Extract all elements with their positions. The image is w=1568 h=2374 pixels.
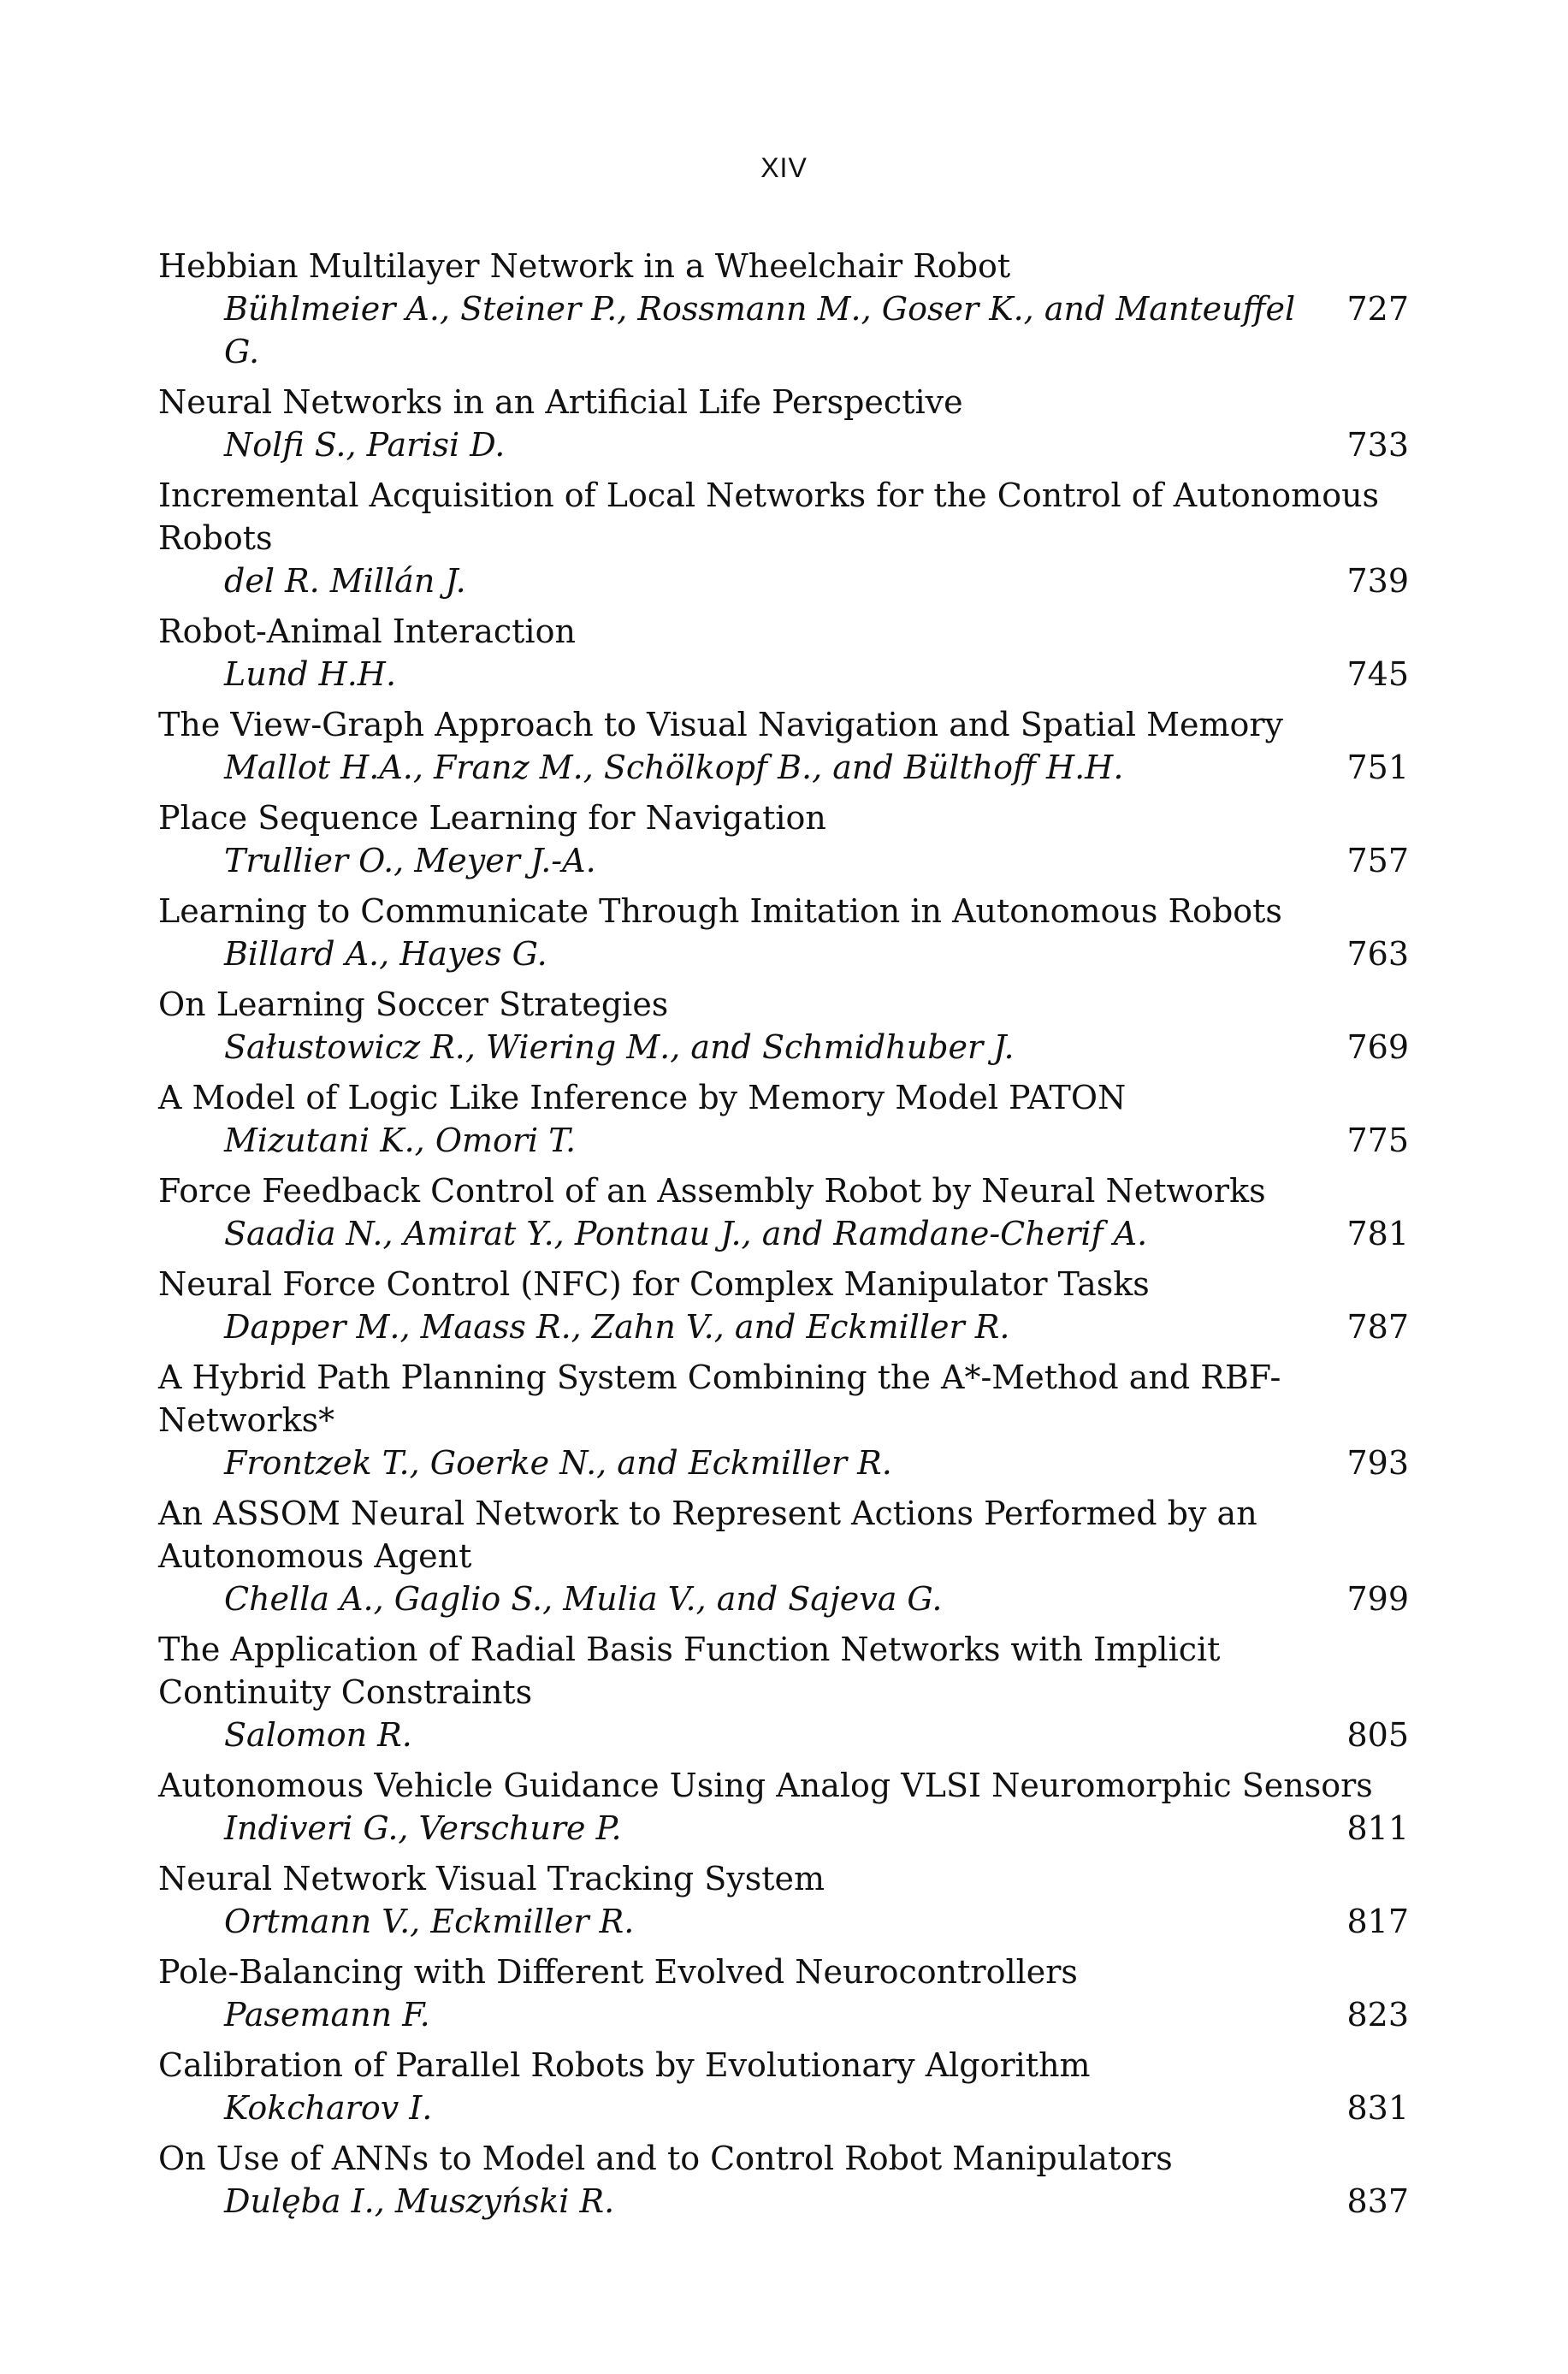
entry-authors: Trullier O., Meyer J.-A. [224,842,596,879]
toc-entry [158,1169,1409,1255]
toc-entry [158,474,1409,602]
author-row [158,1026,1409,1069]
author-row [158,1807,1409,1850]
entry-page-number: 787 [1346,1308,1409,1346]
entry-title [158,1076,1409,1119]
entry-page-number: 817 [1346,1903,1409,1940]
entry-page-number: 769 [1346,1028,1409,1066]
entry-title [158,245,1409,287]
author-row [158,559,1409,602]
entry-title [158,2137,1409,2180]
entry-title [158,890,1409,932]
entry-page-number: 745 [1346,655,1409,693]
entry-page-number: 775 [1346,1122,1409,1159]
entry-page-number: 751 [1346,749,1409,786]
toc-entry [158,1263,1409,1348]
author-row [158,1442,1409,1484]
entry-title [158,2044,1409,2087]
entry-title-line: Neural Force Control (NFC) for Complex Manipulator Tasks [158,1265,1150,1303]
entry-title-line: An ASSOM Neural Network to Represent Actions Performed by an [158,1495,1257,1532]
author-row [158,653,1409,696]
entry-authors: Chella A., Gaglio S., Mulia V., and Sajeva G. [224,1580,943,1618]
entry-page-number: 805 [1346,1716,1409,1754]
entry-authors: Dapper M., Maass R., Zahn V., and Eckmiller R. [224,1308,1010,1346]
entry-title-line: Autonomous Vehicle Guidance Using Analog VLSI Neuromorphic Sensors [158,1767,1373,1804]
entry-title-line: Autonomous Agent [158,1537,472,1575]
author-row [158,423,1409,466]
entry-title [158,983,1409,1026]
entry-page-number: 733 [1346,426,1409,464]
entry-title-line: Pole-Balancing with Different Evolved Neurocontrollers [158,1953,1078,1991]
entry-title-line: A Hybrid Path Planning System Combining the A*-Method and RBF-Networks* [158,1359,1281,1439]
entry-page-number: 763 [1346,935,1409,973]
author-row [158,1119,1409,1162]
entry-title-line: Force Feedback Control of an Assembly Robot by Neural Networks [158,1172,1266,1210]
entry-title [158,1857,1409,1900]
entry-title [158,1764,1409,1807]
entry-title [158,1628,1409,1714]
entry-authors: Mizutani K., Omori T. [224,1122,577,1159]
entry-title [158,474,1409,559]
entry-page-number: 811 [1346,1809,1409,1847]
entry-page-number: 831 [1346,2089,1409,2127]
entry-authors: Kokcharov I. [224,2089,433,2127]
toc-entry [158,1857,1409,1943]
toc-entry [158,1764,1409,1850]
entry-page-number: 739 [1346,562,1409,600]
entry-page-number: 823 [1346,1996,1409,2034]
toc-entry [158,2137,1409,2223]
toc-entry [158,796,1409,882]
entry-title-line: Incremental Acquisition of Local Networks for the Control of Autonomous Robots [158,477,1380,557]
entry-title-line: Calibration of Parallel Robots by Evolutionary Algorithm [158,2046,1091,2084]
entry-title-line: Continuity Constraints [158,1673,533,1711]
entry-page-number: 727 [1346,290,1409,328]
author-row [158,1714,1409,1756]
author-row [158,1305,1409,1348]
entry-authors: Bühlmeier A., Steiner P., Rossmann M., Goser K., and Manteuffel G. [224,290,1296,370]
entry-title-line: Neural Network Visual Tracking System [158,1860,825,1897]
entry-title-line: Robot-Animal Interaction [158,613,576,650]
entry-title [158,610,1409,653]
toc-entry [158,610,1409,696]
entry-title-line: Learning to Communicate Through Imitation in Autonomous Robots [158,892,1282,930]
entry-title [158,1169,1409,1212]
entry-title-line: A Model of Logic Like Inference by Memory Model PATON [158,1079,1127,1116]
entry-authors: Salomon R. [224,1716,412,1754]
toc-entry [158,1356,1409,1484]
entry-title-line: The View-Graph Approach to Visual Navigation and Spatial Memory [158,706,1284,743]
entry-authors: Sałustowicz R., Wiering M., and Schmidhuber J. [224,1028,1015,1066]
author-row [158,1900,1409,1943]
entry-authors: Pasemann F. [224,1996,430,2034]
author-row [158,1993,1409,2036]
entry-authors: Billard A., Hayes G. [224,935,547,973]
entry-title [158,1263,1409,1305]
entry-title [158,796,1409,839]
author-row [158,2087,1409,2129]
entry-title-line: Neural Networks in an Artificial Life Perspective [158,383,963,421]
entry-page-number: 781 [1346,1215,1409,1252]
entry-authors: Saadia N., Amirat Y., Pontnau J., and Ramdane-Cherif A. [224,1215,1148,1252]
table-of-contents [158,245,1409,2230]
entry-page-number: 757 [1346,842,1409,879]
toc-entry [158,2044,1409,2129]
toc-entry [158,1628,1409,1756]
author-row [158,932,1409,975]
entry-title-line: On Use of ANNs to Model and to Control Robot Manipulators [158,2140,1173,2177]
entry-title [158,1356,1409,1442]
entry-authors: Frontzek T., Goerke N., and Eckmiller R. [224,1444,892,1482]
entry-authors: del R. Millán J. [224,562,466,600]
author-row [158,1212,1409,1255]
entry-page-number: 793 [1346,1444,1409,1482]
entry-title [158,1492,1409,1578]
toc-entry [158,381,1409,466]
author-row [158,287,1409,373]
toc-entry [158,1951,1409,2036]
entry-title-line: On Learning Soccer Strategies [158,986,669,1023]
entry-title [158,703,1409,746]
toc-entry [158,890,1409,975]
entry-authors: Indiveri G., Verschure P. [224,1809,622,1847]
entry-authors: Dulęba I., Muszyński R. [224,2182,615,2220]
page-number: XIV [760,152,808,183]
toc-entry [158,245,1409,373]
toc-entry [158,983,1409,1069]
author-row [158,1578,1409,1620]
entry-title-line: The Application of Radial Basis Function Networks with Implicit [158,1631,1221,1668]
entry-authors: Mallot H.A., Franz M., Schölkopf B., and Bülthoff H.H. [224,749,1124,786]
toc-entry [158,703,1409,789]
entry-title-line: Place Sequence Learning for Navigation [158,799,826,837]
entry-title [158,1951,1409,1993]
author-row [158,2180,1409,2223]
entry-title [158,381,1409,423]
entry-title-line: Hebbian Multilayer Network in a Wheelchair Robot [158,247,1011,285]
author-row [158,839,1409,882]
author-row [158,746,1409,789]
toc-entry [158,1076,1409,1162]
entry-page-number: 799 [1346,1580,1409,1618]
toc-entry [158,1492,1409,1620]
entry-authors: Ortmann V., Eckmiller R. [224,1903,635,1940]
entry-page-number: 837 [1346,2182,1409,2220]
entry-authors: Nolfi S., Parisi D. [224,426,506,464]
entry-authors: Lund H.H. [224,655,397,693]
